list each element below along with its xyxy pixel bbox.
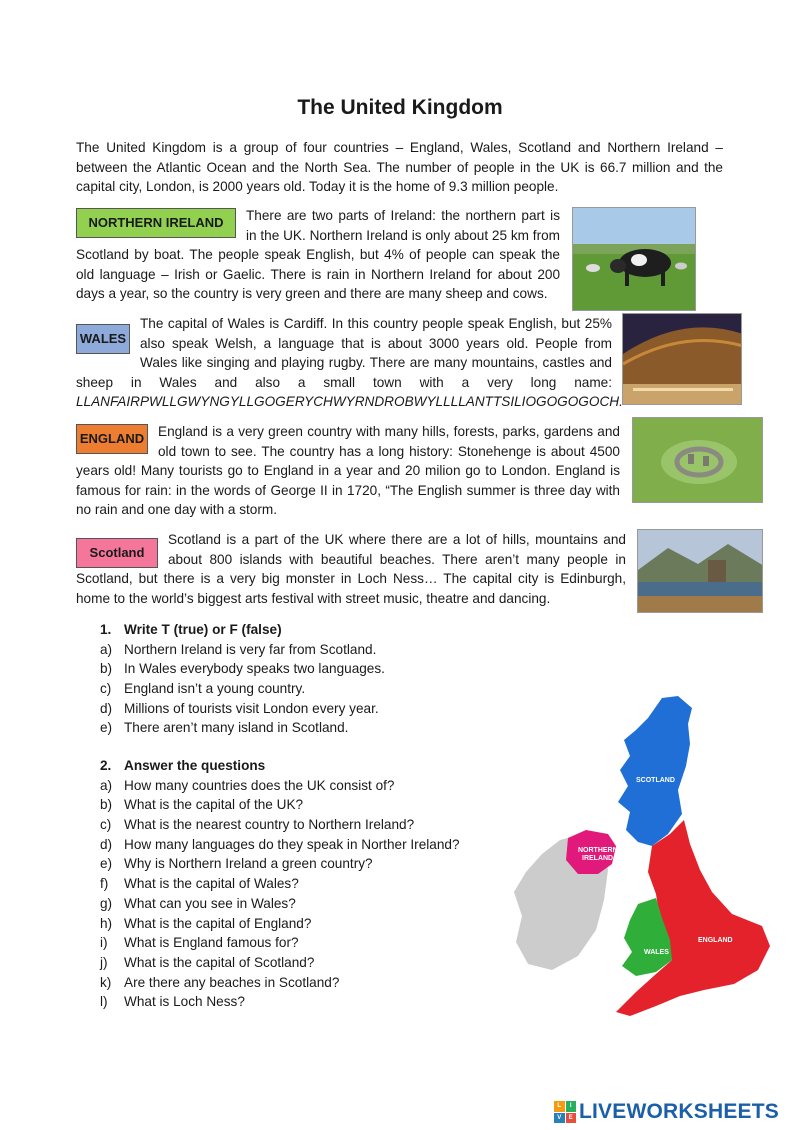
question-item[interactable]: j) What is the capital of Scotland?	[100, 954, 315, 970]
tf-item[interactable]: c) England isn’t a young country.	[100, 681, 306, 697]
map-label-england: ENGLAND	[698, 937, 733, 944]
northern-ireland-text: There are two parts of Ireland: the northern part is in the UK. Northern Ireland is only about 25 km from Scotland by boat. The people speak English, but 4% of people can speak the old language – Irish or Gaelic. There is rain in Northern Ireland for about 200 days a year, so the country is very green and there are many sheep and cows.	[76, 208, 560, 302]
england-text: England is a very green country with many hills, forests, parks, gardens and old town to see. The country has a long history: Stonehenge is about 4500 years old! Many tourists go to England in a year and 20 milion go to London. England is famous for rain: in the words of George II in 1720, “The English summer is three day with no rain and one day with a storm.	[76, 424, 620, 518]
exercise-2-number: 2.	[100, 758, 112, 773]
map-label-ni-1: NORTHERN	[578, 847, 618, 854]
label-wales: WALES	[76, 324, 130, 354]
question-item[interactable]: i) What is England famous for?	[100, 935, 299, 951]
map-label-ni-2: IRELAND	[582, 855, 614, 862]
liveworksheets-footer[interactable]	[554, 1100, 779, 1124]
photo-scottish-castle	[637, 529, 763, 613]
liveworksheets-brand: LIVEWORKSHEETS	[579, 1100, 779, 1123]
label-northern-ireland: NORTHERN IRELAND	[76, 208, 236, 238]
page-title: The United Kingdom	[297, 96, 503, 119]
question-item[interactable]: h) What is the capital of England?	[100, 915, 312, 931]
question-item[interactable]: a) How many countries does the UK consist of?	[100, 777, 395, 793]
question-item[interactable]: f) What is the capital of Wales?	[100, 876, 299, 892]
tf-item[interactable]: e) There aren’t many island in Scotland.	[100, 720, 349, 736]
exercise-1-number: 1.	[100, 622, 112, 637]
photo-stonehenge	[632, 417, 763, 503]
exercise-2	[100, 756, 500, 1012]
label-scotland: Scotland	[76, 538, 158, 568]
label-england: ENGLAND	[76, 424, 148, 454]
question-item[interactable]: c) What is the nearest country to Northern Ireland?	[100, 817, 415, 833]
map-label-wales: WALES	[644, 949, 669, 956]
liveworksheets-logo-icon: L I V E	[554, 1101, 576, 1123]
question-item[interactable]: l) What is Loch Ness?	[100, 994, 245, 1010]
exercise-1	[100, 620, 520, 738]
exercise-1-heading: Write T (true) or F (false)	[124, 622, 282, 637]
exercise-2-heading: Answer the questions	[124, 758, 266, 773]
section-wales	[76, 314, 623, 412]
photo-cardiff-building	[622, 313, 742, 405]
tf-item[interactable]: d) Millions of tourists visit London every year.	[100, 700, 379, 716]
question-item[interactable]: e) Why is Northern Ireland a green country?	[100, 856, 373, 872]
tf-item[interactable]: a) Northern Ireland is very far from Scotland.	[100, 641, 377, 657]
question-item[interactable]: b) What is the capital of the UK?	[100, 797, 304, 813]
long-town-name: LLANFAIRPWLLGWYNGYLLGOGERYCHWYRNDROBWYLLLLANTTSILIOGOGOGOCH.	[76, 394, 623, 410]
uk-map	[512, 694, 776, 1033]
section-england	[76, 422, 620, 520]
section-scotland	[76, 530, 626, 608]
question-item[interactable]: g) What can you see in Wales?	[100, 895, 296, 911]
question-item[interactable]: k) Are there any beaches in Scotland?	[100, 974, 340, 990]
wales-text: The capital of Wales is Cardiff. In this country people speak English, but 25% also speak Welsh, a language that is about 3000 years old. People from Wales like singing and playing rugby. There are many mountains, castles and sheep in Wales and also a small town with a very long name:	[76, 316, 612, 390]
map-label-scotland: SCOTLAND	[636, 777, 675, 784]
scotland-text: Scotland is a part of the UK where there are a lot of hills, mountains and about 800 islands with beautiful beaches. There aren’t many people in Scotland, but there is a very big monster in Loch Ness… The capital city is Edinburgh, home to the world’s biggest arts festival with street music, theatre and dancing.	[76, 532, 626, 606]
intro-paragraph: The United Kingdom is a group of four countries – England, Wales, Scotland and Northern Ireland – between the Atlantic Ocean and the North Sea. The number of people in the UK is 66.7 million and the capital city, London, is 2000 years old. Today it is the home of 9.3 million people.	[76, 140, 723, 195]
photo-cows	[572, 207, 696, 311]
question-item[interactable]: d) How many languages do they speak in Norther Ireland?	[100, 836, 460, 852]
tf-item[interactable]: b) In Wales everybody speaks two languages.	[100, 661, 385, 677]
section-northern-ireland	[76, 206, 560, 304]
